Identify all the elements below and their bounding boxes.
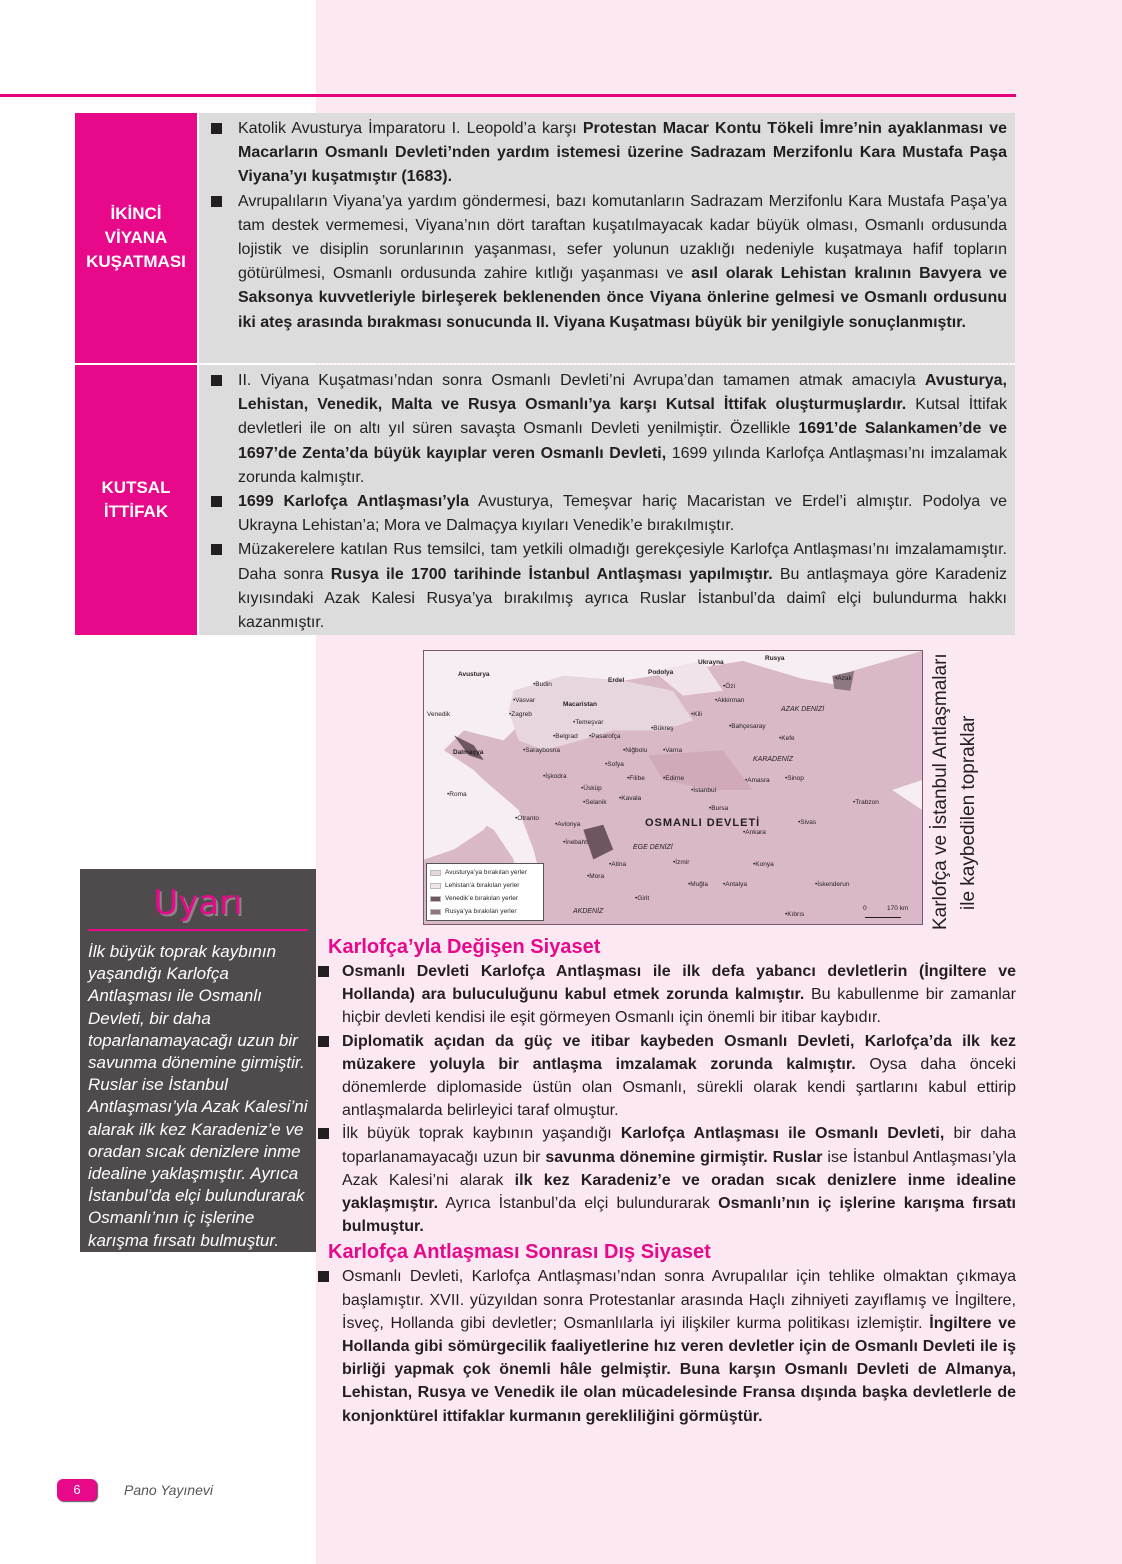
map-city-label: •Otranto: [515, 815, 539, 822]
bullet-text: [238, 117, 1007, 190]
map-city-label: •Kıbrıs: [785, 911, 805, 918]
map-label: Podolya: [648, 669, 674, 676]
map-city-label: •İzmir: [673, 859, 690, 866]
bullet-item: [207, 538, 1007, 635]
map-city-label: •Ankara: [743, 829, 766, 836]
map-city-label: •Kavala: [619, 795, 642, 802]
text-run: Bu kabullenme bir zamanlar hiçbir devleti kendisi ile eşit görmeyen Osmanlı için önemli bir itibar kaybıdır.: [342, 986, 1016, 1027]
map-city-label: •Antalya: [723, 881, 747, 888]
map-city-label: •Filibe: [627, 775, 645, 782]
text-run: bir daha toparlanamayacağı uzun bir: [342, 1125, 1016, 1166]
scale-end: 170 km: [887, 905, 909, 912]
historical-map: [423, 650, 923, 925]
legend-label: Lehistan’a bırakılan yerler: [445, 882, 520, 889]
bullet-square-icon: [211, 375, 222, 386]
text-run: Osmanlı Devleti, Karlofça Antlaşması’ndan sonra Avrupalılar için tehlike olmaktan çıkmaya başlamıştır. XVII. yüzyıldan sonra Protestanlar arasında Haçlı zihniyeti zayıflamış ve İngiltere, İsveç, Hollanda gibi devletler; Osmanlılarla iyi ilişkiler kurma politikası izlemiştir.: [342, 1268, 1016, 1332]
text-run: Avusturya, Temeşvar hariç Macaristan ve Erdel’i almıştır. Podolya ve Ukrayna Lehistan’a; Mora ve Dalmaçya kıyıları Venedik’e bırakılmıştır.: [238, 493, 1008, 535]
bullet-square-icon: [318, 1036, 329, 1047]
map-city-label: •Sofya: [605, 761, 624, 768]
map-city-label: •Belgrad: [553, 733, 578, 740]
map-city-label: •İnebahtı: [563, 839, 589, 846]
bullet-text: [238, 538, 1007, 635]
warning-note-title: Uyarı: [153, 883, 243, 923]
map-caption-line-2: ile kaybedilen topraklar: [958, 715, 979, 910]
row-body: [199, 365, 1015, 635]
bullet-item: [314, 1265, 1016, 1427]
bold-run: Rusya ile 1700 tarihinde İstanbul Antlaşması yapılmıştır.: [330, 565, 773, 583]
map-city-label: •Vasvar: [513, 697, 536, 704]
bullet-square-icon: [211, 123, 222, 134]
map-city-label: •Azak: [835, 675, 852, 682]
text-run: Müzakerelere katılan Rus temsilci, tam yetkili olmadığı gerekçesiyle Karlofça Antlaşması’nı imzalamamıştır. Daha sonra: [238, 541, 1007, 583]
bold-run: İngiltere ve Hollanda gibi sömürgecilik faaliyetlerine hız veren devletler için de Osmanlı Devleti ile iş birliği yapmak çok önemli hâle gelmiştir. Buna karşın Osmanlı Devleti de Almanya, Lehistan, Rusya ve Venedik ile olan mücadelesinde Fransa dışında başka devletlerle de konjonktürel ittifaklar kurmanın gerekliliğini görmüştür.: [342, 1314, 1017, 1425]
bullet-square-icon: [318, 1271, 329, 1282]
bold-run: ilk kez Karadeniz’e ve oradan sıcak denizlere inme idealine yaklaşmıştır.: [342, 1171, 1017, 1213]
map-label: Avusturya: [458, 671, 490, 678]
map-city-label: •Mora: [587, 873, 605, 880]
row-label-line: İTTİFAK: [103, 502, 169, 521]
section-title: Karlofça Antlaşması Sonrası Dış Siyaset: [328, 1241, 711, 1264]
main-content: [328, 935, 1016, 1428]
map-city-label: •İstanbul: [691, 787, 717, 794]
page-number-badge: 6: [57, 1479, 97, 1501]
bold-run: 1699 Karlofça Antlaşması’yla: [238, 493, 469, 511]
bold-run: asıl olarak Lehistan kralının Bavyera ve Saksonya kuvvetleriyle birleşerek beklenenden önce Viyana önlerine gelmesi ve Osmanlı ordusunu iki ateş arasında bırakması sonucunda II. Viyana Kuşatması büyük bir yenilgiyle sonuçlanmıştır.: [238, 265, 1008, 331]
bullet-text: [238, 369, 1007, 490]
map-city-label: •Trabzon: [853, 799, 879, 806]
map-city-label: •Akkirman: [715, 697, 745, 704]
bullet-text: [238, 190, 1007, 335]
bullet-text: [342, 960, 1016, 1030]
bullet-text: [342, 1265, 1016, 1427]
map-label: Rusya: [765, 655, 785, 662]
header-rule: [0, 94, 1016, 97]
bold-run: 1691’de Salankamen’de ve 1697’de Zenta’da büyük kayıplar veren Osmanlı Devleti,: [238, 420, 1008, 462]
text-run: Kutsal İttifak devletleri ile on altı yıl süren savaşta Osmanlı Devleti yenilmiştir. Özellikle: [238, 396, 1008, 438]
map-city-label: •İşkodra: [543, 773, 567, 780]
legend-label: Venedik’e bırakılan yerler: [445, 895, 518, 902]
bullet-text: [342, 1030, 1016, 1123]
map-city-label: •Edirne: [663, 775, 685, 782]
map-label: Erdel: [608, 677, 625, 684]
map-label: Venedik: [427, 711, 451, 718]
map-city-label: •Pasarofça: [589, 733, 621, 740]
scale-start: 0: [863, 905, 867, 912]
bold-run: Protestan Macar Kontu Tökeli İmre’nin ayaklanması ve Macarların Osmanlı Devleti’nden yardım istemesi üzerine Sadrazam Merzifonlu Kara Mustafa Paşa Viyana’yı kuşatmıştır (1683).: [238, 120, 1007, 186]
map-city-label: •Niğbolu: [623, 747, 648, 754]
row-label: [75, 365, 199, 635]
map-city-label: •Saraybosna: [523, 747, 560, 754]
map-city-label: •Selanik: [583, 799, 607, 806]
bullet-item: [314, 1030, 1016, 1123]
row-label-line: VİYANA: [104, 228, 168, 247]
text-run: Oysa daha önceki dönemlerde diplomaside üstün olan Osmanlı, sürekli olarak kendi şartlarını kabul ettirip antlaşmalarda belirleyici taraf olmuştur.: [342, 1055, 1016, 1120]
bold-run: Osmanlı Devleti Karlofça Antlaşması ile ilk defa yabancı devletlerin (İngiltere ve Hollanda) ara buluculuğunu kabul etmek zorunda kalmıştır.: [342, 963, 1016, 1004]
map-label: KARADENİZ: [753, 756, 794, 763]
bullet-square-icon: [211, 196, 222, 207]
map-label: Macaristan: [563, 701, 597, 708]
map-city-label: •Amasra: [745, 777, 770, 784]
map-city-label: •Sinop: [785, 775, 804, 782]
bold-run: Osmanlı’nın iç işlerine karışma fırsatı bulmuştur.: [342, 1195, 1016, 1236]
text-run: II. Viyana Kuşatması’ndan sonra Osmanlı Devleti’ni Avrupa’dan tamamen atmak amacıyla: [238, 372, 925, 389]
text-run: Katolik Avusturya İmparatoru I. Leopold’a karşı: [238, 120, 583, 137]
publisher-name: Pano Yayınevi: [124, 1482, 213, 1498]
info-table: [75, 113, 1015, 635]
bullet-square-icon: [318, 1128, 329, 1139]
map-city-label: •Muğla: [688, 881, 708, 888]
warning-note-box: [80, 869, 316, 1252]
map-city-label: •Temeşvar: [573, 719, 604, 726]
bullet-item: [207, 490, 1007, 538]
legend-label: Rusya’ya bırakılan yerler: [445, 908, 517, 915]
map-city-label: •Zagreb: [509, 711, 532, 718]
bold-run: Diplomatik açıdan da güç ve itibar kaybeden Osmanlı Devleti, Karlofça’da ilk kez müzakere yoluyla bir antlaşma imzalamak zorunda kalmıştır.: [342, 1032, 1016, 1073]
bullet-item: [314, 960, 1016, 1030]
map-city-label: •Konya: [753, 861, 774, 868]
warning-note-text: İlk büyük toprak kaybının yaşandığı Karlofça Antlaşması ile Osmanlı Devleti, bir daha toparlanamayacağı uzun bir savunma dönemine girmiştir. Ruslar ise İstanbul Antlaşması’yla Azak Kalesi’ni alarak ilk kez Karadeniz’e ve oradan sıcak denizlere inme idealine yaklaşmıştır. Ayrıca İstanbul’da elçi bulundurarak Osmanlı’nın iç işlerine karışma fırsatı bulmuştur.: [88, 942, 308, 1250]
bold-run: Karlofça Antlaşması ile Osmanlı Devleti,: [620, 1125, 945, 1143]
map-city-label: •Budin: [533, 681, 552, 688]
map-city-label: •Bahçesaray: [729, 723, 766, 730]
warning-note-rule: [88, 929, 308, 931]
row-label: [75, 113, 199, 363]
bullet-square-icon: [211, 496, 222, 507]
section-title: Karlofça’yla Değişen Siyaset: [328, 936, 601, 958]
map-city-label: •Roma: [447, 791, 467, 798]
map-city-label: •Atina: [609, 861, 627, 868]
map-caption: [930, 653, 990, 930]
bullet-text: [342, 1122, 1016, 1238]
row-label-line: İKİNCİ: [110, 204, 162, 223]
bullet-item: [207, 369, 1007, 490]
legend-label: Avusturya’ya bırakılan yerler: [445, 869, 527, 876]
row-label-line: KUTSAL: [101, 478, 171, 497]
row-body: [199, 113, 1015, 363]
bullet-text: [238, 490, 1007, 538]
map-label: EGE DENİZİ: [633, 844, 673, 851]
map-label: OSMANLI DEVLETİ: [645, 817, 761, 829]
map-city-label: •Kefe: [779, 735, 795, 742]
bullet-item: [314, 1122, 1016, 1238]
map-city-label: •İskenderun: [815, 881, 850, 888]
map-city-label: •Girit: [635, 895, 650, 902]
table-row-ikinci-viyana: [75, 113, 1015, 365]
bullet-item: [207, 190, 1007, 335]
text-run: Ayrıca İstanbul’da elçi bulundurarak: [438, 1195, 719, 1213]
map-city-label: •Özi: [723, 683, 736, 690]
map-city-label: •Kili: [691, 711, 702, 718]
map-city-label: •Bükreş: [651, 725, 674, 732]
bold-run: savunma dönemine girmiştir. Ruslar: [545, 1148, 823, 1166]
bullet-square-icon: [211, 544, 222, 555]
map-city-label: •Bursa: [709, 805, 729, 812]
map-city-label: •Varna: [663, 747, 683, 754]
map-label: Ukrayna: [698, 659, 724, 666]
map-label: Dalmaçya: [453, 749, 484, 756]
bold-run: Avusturya, Lehistan, Venedik, Malta ve Rusya Osmanlı’ya karşı Kutsal İttifak oluşturmuşlardır.: [238, 372, 1007, 414]
text-run: Bu antlaşmaya göre Karadeniz kıyısındaki Azak Kalesi Rusya’ya bırakılmış ayrıca Ruslar İstanbul’da daimî elçi bulundurma hakkı kazanmıştır.: [238, 565, 1007, 632]
text-run: ise İstanbul Antlaşması’yla Azak Kalesi’ni alarak: [342, 1148, 1016, 1189]
bullet-item: [207, 117, 1007, 190]
map-city-label: •Üsküp: [581, 785, 602, 792]
map-label: AZAK DENİZİ: [781, 706, 825, 713]
row-label-line: KUŞATMASI: [86, 252, 186, 271]
bullet-square-icon: [318, 966, 329, 977]
map-city-label: •Sivas: [798, 819, 817, 826]
table-row-kutsal-ittifak: [75, 365, 1015, 635]
text-run: İlk büyük toprak kaybının yaşandığı: [342, 1125, 621, 1143]
text-run: 1699 yılında Karlofça Antlaşması’nı imzalamak zorunda kalmıştır.: [238, 444, 1007, 486]
map-canvas: [424, 651, 922, 924]
map-label: AKDENİZ: [573, 908, 604, 915]
text-run: Avrupalıların Viyana’ya yardım göndermesi, bazı komutanların Sadrazam Merzifonlu Kara Mustafa Paşa’ya tam destek vermemesi, Viyana’nın dört taraftan kuşatılmayacak kadar büyük olması, Osmanlı ordusunda lojistik ve disiplin sorunlarının yaşanması, sefer yolunun uzaklığı nedeniyle kuşatmaya hafif topların götürülmesi, Osmanlı ordusunda zahire kıtlığı yaşanması ve: [238, 192, 1007, 283]
map-caption-line-1: Karlofça ve İstanbul Antlaşmaları: [930, 653, 951, 930]
map-city-label: •Avlonya: [555, 821, 581, 828]
